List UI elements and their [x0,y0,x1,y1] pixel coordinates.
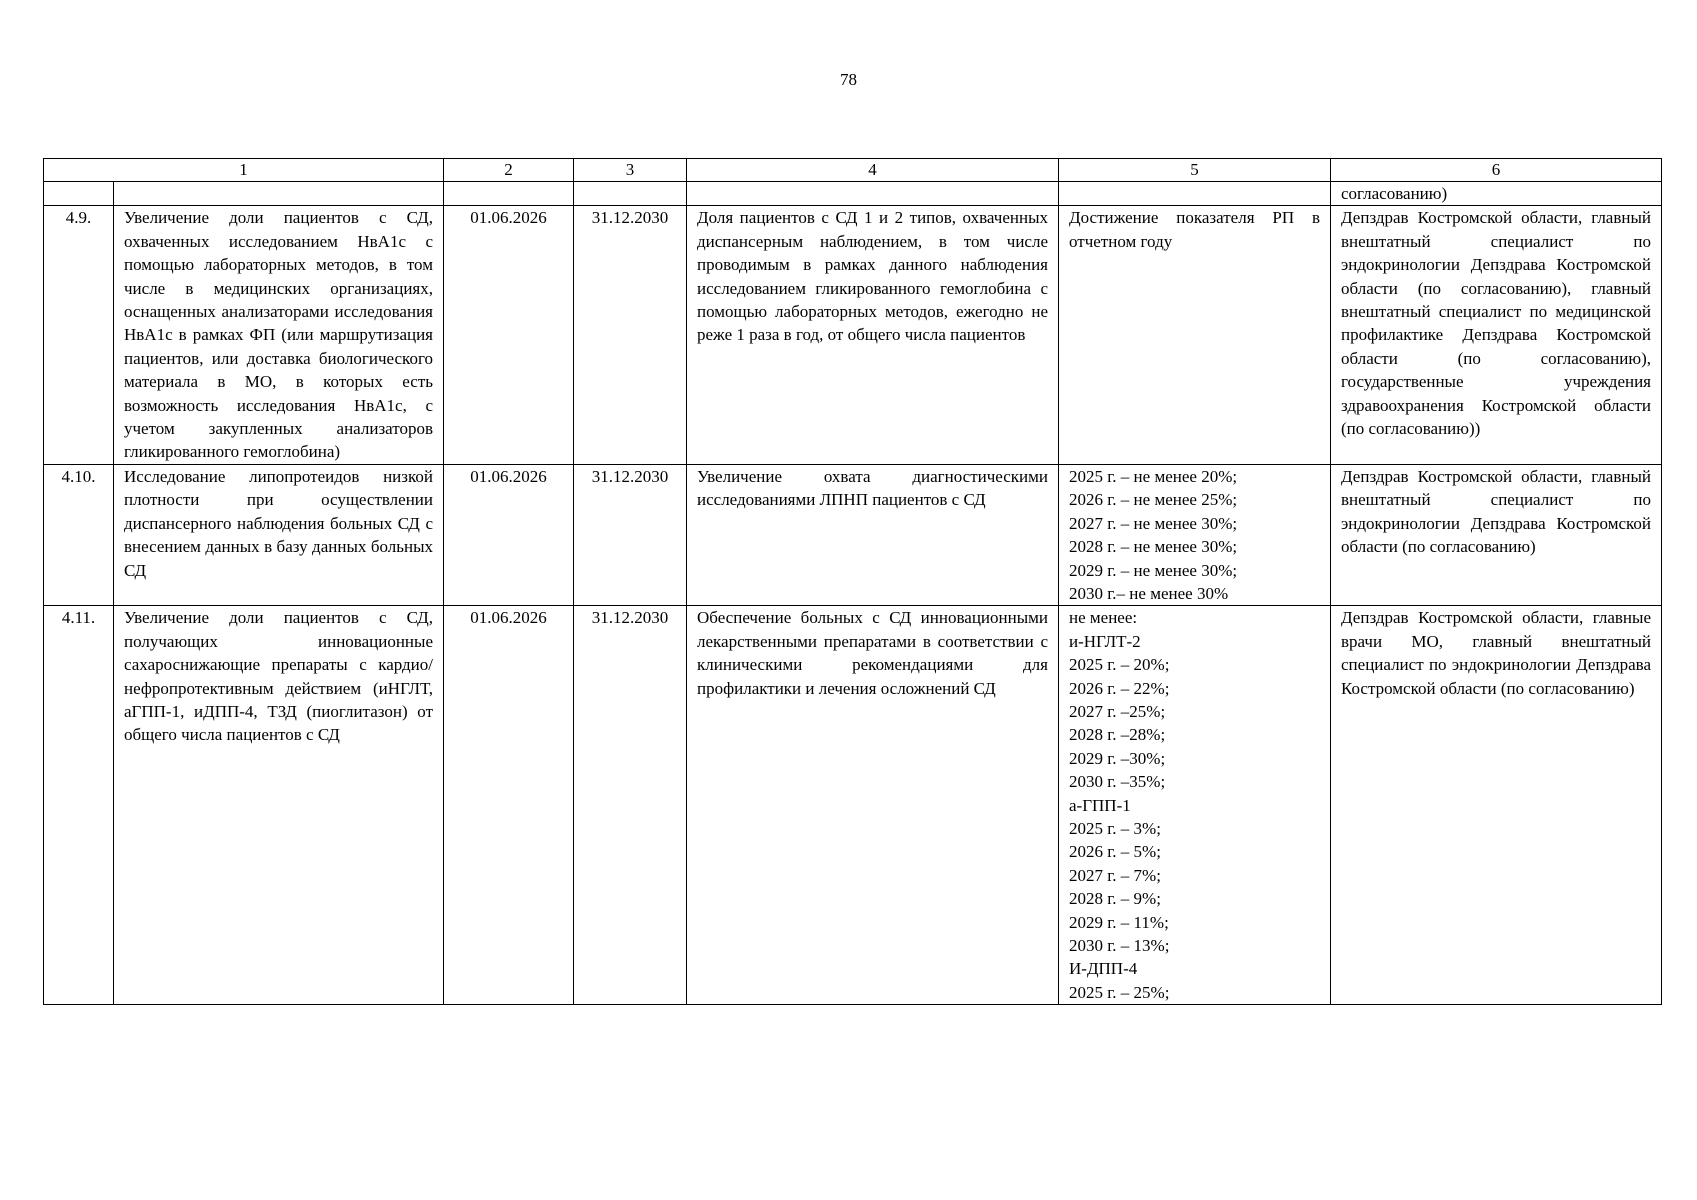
end-date: 31.12.2030 [574,606,687,1005]
indicator: Доля пациентов с СД 1 и 2 типов, охваченных диспансерным наблюдением, в том числе проводимым в рамках данного наблюдения исследованием гликированного гемоглобина с помощью лабораторных методов, ежегодно не реже 1 раза в год, от общего числа пациентов [687,206,1059,464]
cell-empty [444,182,574,206]
start-date: 01.06.2026 [444,206,574,464]
expected-result: Достижение показателя РП в отчетном году [1059,206,1331,464]
cell-empty [687,182,1059,206]
row-number: 4.10. [44,464,114,605]
result-line: 2026 г. – не менее 25%; [1069,490,1238,510]
responsible: Депздрав Костромской области, главные врачи МО, главный внештатный специалист по эндокринологии Депздрава Костромской области (по согласованию) [1331,606,1662,1005]
result-line: 2027 г. – 7%; [1069,865,1161,885]
continuation-responsible: согласованию) [1331,182,1662,206]
cell-empty [114,182,444,206]
result-line: и-НГЛТ-2 [1069,631,1141,651]
result-line: 2027 г. – не менее 30%; [1069,513,1238,533]
result-line: 2030 г. –35%; [1069,772,1166,792]
expected-result [1059,606,1331,1005]
result-line: не менее: [1069,608,1138,628]
end-date: 31.12.2030 [574,464,687,605]
page-number: 78 [840,70,857,89]
result-line: а-ГПП-1 [1069,795,1131,815]
event-description: Увеличение доли пациентов с СД, охваченных исследованием НвА1с с помощью лабораторных методов, в том числе в медицинских организациях, оснащенных анализаторами исследования НвА1с в рамках ФП (или маршрутизация пациентов, или доставка биологического материала в МО, в которых есть возможность исследования НвА1с, с учетом закупленных анализаторов гликированного гемоглобина) [114,206,444,464]
column-header-5: 5 [1059,159,1331,182]
result-line: 2030 г.– не менее 30% [1069,583,1229,603]
result-line: 2025 г. – 20%; [1069,655,1170,675]
result-line: 2025 г. – не менее 20%; [1069,466,1238,486]
table-row [44,206,1662,464]
row-number: 4.9. [44,206,114,464]
result-line: 2030 г. – 13%; [1069,936,1170,955]
result-line: 2025 г. – 3%; [1069,818,1161,838]
end-date: 31.12.2030 [574,206,687,464]
indicator: Увеличение охвата диагностическими исследованиями ЛПНП пациентов с СД [687,464,1059,605]
table-row [44,606,1662,1005]
cell-empty [44,182,114,206]
responsible: Депздрав Костромской области, главный внештатный специалист по эндокринологии Депздрава Костромской области (по согласованию), главный внештатный специалист по медицинской профилактике Депздрава Костромской области (по согласованию), государственные учреждения здравоохранения Костромской области (по согласованию)) [1331,206,1662,464]
expected-result [1059,464,1331,605]
column-header-1: 1 [44,159,444,182]
result-line: 2027 г. –25%; [1069,701,1166,721]
result-line: 2028 г. – не менее 30%; [1069,537,1238,557]
cell-empty [574,182,687,206]
result-line: 2026 г. – 22%; [1069,678,1170,698]
action-plan-table [43,158,1662,1005]
result-line: 2029 г. – не менее 30%; [1069,560,1238,580]
table-row [44,464,1662,605]
column-number-header-row [44,159,1662,182]
result-line: 2028 г. – 9%; [1069,889,1161,909]
column-header-3: 3 [574,159,687,182]
event-description: Исследование липопротеидов низкой плотности при осуществлении диспансерного наблюдения больных СД с внесением данных в базу данных больных СД [114,464,444,605]
result-line: 2026 г. – 5%; [1069,842,1161,862]
result-line: 2028 г. –28%; [1069,725,1166,745]
start-date: 01.06.2026 [444,464,574,605]
start-date: 01.06.2026 [444,606,574,1005]
cell-empty [1059,182,1331,206]
indicator: Обеспечение больных с СД инновационными лекарственными препаратами в соответствии с клиническими рекомендациями для профилактики и лечения осложнений СД [687,606,1059,1005]
result-line: 2025 г. – 25%; [1069,982,1170,1002]
result-line: И-ДПП-4 [1069,959,1138,979]
result-line: 2029 г. –30%; [1069,748,1166,768]
continuation-row [44,182,1662,206]
event-description: Увеличение доли пациентов с СД, получающих инновационные сахароснижающие препараты с кардио/нефропротективным действием (иНГЛТ, аГПП-1, иДПП-4, ТЗД (пиоглитазон) от общего числа пациентов с СД [114,606,444,1005]
column-header-6: 6 [1331,159,1662,182]
column-header-4: 4 [687,159,1059,182]
column-header-2: 2 [444,159,574,182]
row-number: 4.11. [44,606,114,1005]
result-line: 2029 г. – 11%; [1069,912,1169,932]
responsible: Депздрав Костромской области, главный внештатный специалист по эндокринологии Депздрава Костромской области (по согласованию) [1331,464,1662,605]
